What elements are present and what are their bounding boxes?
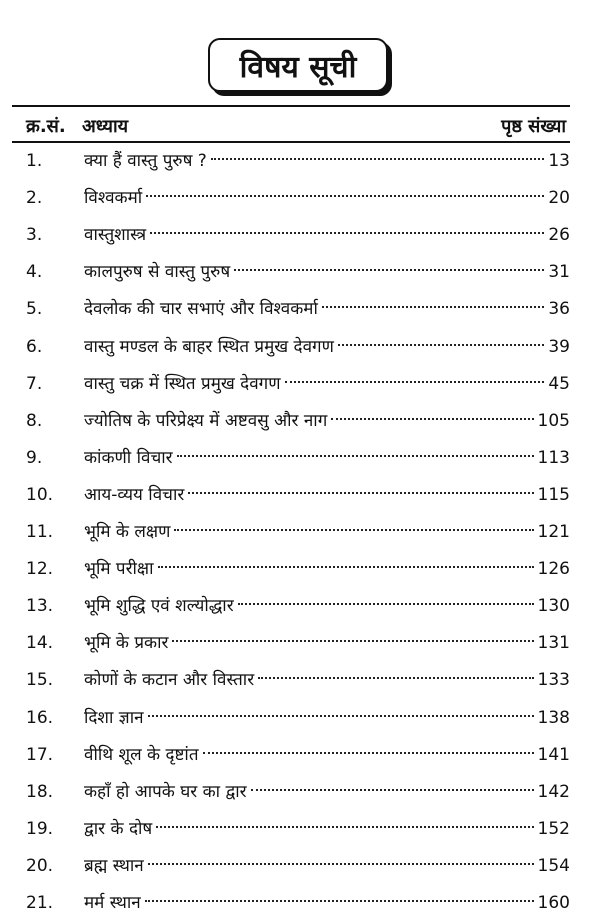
- dot-leader: [234, 269, 544, 271]
- toc-row: [0, 331, 600, 364]
- toc-row: [0, 887, 600, 920]
- dot-leader: [203, 752, 534, 754]
- dot-leader: [251, 789, 534, 791]
- toc-row-chapter: ब्रह्म स्थान: [84, 855, 144, 876]
- toc-row-page: 13: [548, 151, 570, 171]
- toc-row: [0, 516, 600, 549]
- toc-row-entry: [84, 553, 570, 586]
- toc-row-entry: [84, 331, 570, 364]
- toc-row: [0, 442, 600, 475]
- toc-row-page: 39: [548, 336, 570, 357]
- toc-row-page: 126: [537, 559, 570, 580]
- toc-row-chapter: वीथि शूल के दृष्टांत: [84, 744, 199, 765]
- toc-row-entry: [84, 219, 570, 252]
- toc-row-chapter: वास्तुशास्त्र: [84, 225, 147, 246]
- toc-row-page: 105: [537, 410, 570, 431]
- toc-row-number: 17.: [26, 744, 54, 765]
- toc-row-entry: [84, 256, 570, 289]
- toc-row-chapter: ज्योतिष के परिप्रेक्ष्य में अष्टवसु और नाग: [84, 410, 328, 431]
- toc-row-number: 4.: [26, 262, 43, 283]
- header-bottom-rule: [12, 141, 570, 143]
- toc-row-page: 138: [537, 707, 570, 728]
- toc-row-number: 6.: [26, 336, 43, 357]
- toc-row-chapter: मर्म स्थान: [84, 893, 141, 913]
- toc-row-page: 130: [537, 596, 570, 617]
- dot-leader: [188, 492, 533, 494]
- chapter-header: अध्याय: [82, 116, 129, 137]
- toc-row-entry: [84, 182, 570, 215]
- toc-row-page: 45: [548, 373, 570, 394]
- toc-row-chapter: भूमि शुद्धि एवं शल्योद्धार: [84, 596, 234, 617]
- toc-row: [0, 145, 600, 178]
- toc-row-entry: [84, 776, 570, 809]
- page-header: पृष्ठ संख्या: [501, 116, 566, 137]
- toc-row-number: 5.: [26, 299, 43, 320]
- toc-row-chapter: कांकणी विचार: [84, 447, 173, 468]
- toc-row-number: 9.: [26, 447, 43, 468]
- toc-row: [0, 219, 600, 252]
- dot-leader: [174, 529, 533, 531]
- toc-row-page: 142: [537, 781, 570, 802]
- toc-row: [0, 627, 600, 660]
- toc-row-entry: [84, 813, 570, 846]
- toc-row-number: 21.: [26, 893, 54, 913]
- toc-row-chapter: कोणों के कटान और विस्तार: [84, 670, 255, 691]
- toc-row-number: 10.: [26, 484, 54, 505]
- toc-row-page: 36: [548, 299, 570, 320]
- toc-row: [0, 590, 600, 623]
- toc-row-number: 11.: [26, 522, 54, 542]
- toc-row: [0, 702, 600, 735]
- toc-row: [0, 182, 600, 215]
- toc-row-entry: [84, 590, 570, 623]
- toc-row-entry: [84, 516, 570, 549]
- toc-row-number: 19.: [26, 818, 54, 839]
- toc-row-entry: [84, 627, 570, 660]
- toc-row-page: 113: [537, 447, 570, 468]
- dot-leader: [331, 418, 533, 420]
- toc-row-chapter: दिशा ज्ञान: [84, 707, 144, 728]
- dot-leader: [238, 603, 534, 605]
- toc-row-page: 121: [537, 522, 570, 542]
- dot-leader: [158, 566, 534, 568]
- dot-leader: [150, 232, 544, 234]
- toc-row-chapter: भूमि के प्रकार: [84, 633, 169, 654]
- toc-row-entry: [84, 887, 570, 920]
- toc-row-entry: [84, 368, 570, 401]
- toc-row-page: 115: [537, 484, 570, 505]
- toc-row-entry: [84, 479, 570, 512]
- toc-row-page: 133: [537, 670, 570, 691]
- toc-row-number: 3.: [26, 225, 43, 246]
- dot-leader: [258, 677, 533, 679]
- toc-header: [12, 112, 570, 140]
- toc-row-number: 8.: [26, 410, 43, 431]
- dot-leader: [211, 158, 545, 160]
- toc-row: [0, 405, 600, 438]
- toc-row-chapter: वास्तु मण्डल के बाहर स्थित प्रमुख देवगण: [84, 336, 334, 357]
- toc-row-page: 131: [537, 633, 570, 654]
- toc-row-number: 20.: [26, 855, 54, 876]
- toc-row-page: 20: [548, 188, 570, 209]
- toc-row-page: 26: [548, 225, 570, 246]
- toc-row-chapter: कालपुरुष से वास्तु पुरुष: [84, 262, 231, 283]
- toc-row-entry: [84, 405, 570, 438]
- toc-row-page: 141: [537, 744, 570, 765]
- toc-row: [0, 664, 600, 697]
- toc-row-page: 31: [548, 262, 570, 283]
- toc-row-entry: [84, 850, 570, 883]
- toc-row-number: 15.: [26, 670, 54, 691]
- toc-row-chapter: देवलोक की चार सभाएं और विश्वकर्मा: [84, 299, 318, 320]
- toc-row-chapter: वास्तु चक्र में स्थित प्रमुख देवगण: [84, 373, 281, 394]
- toc-row: [0, 368, 600, 401]
- toc-row-chapter: विश्वकर्मा: [84, 188, 143, 209]
- toc-row-number: 12.: [26, 559, 54, 580]
- toc-row-number: 1.: [26, 151, 43, 171]
- toc-row-number: 16.: [26, 707, 54, 728]
- header-top-rule: [12, 105, 570, 107]
- toc-title: विषय सूची: [208, 38, 388, 92]
- toc-row: [0, 813, 600, 846]
- toc-row-number: 18.: [26, 781, 54, 802]
- toc-row-page: 152: [537, 818, 570, 839]
- toc-row-chapter: कहाँ हो आपके घर का द्वार: [84, 781, 247, 802]
- toc-row-page: 160: [537, 893, 570, 913]
- toc-row-entry: [84, 739, 570, 772]
- toc-row-chapter: भूमि के लक्षण: [84, 522, 171, 542]
- toc-row-entry: [84, 702, 570, 735]
- dot-leader: [177, 455, 534, 457]
- toc-row-chapter: क्या हैं वास्तु पुरुष ?: [84, 151, 207, 171]
- dot-leader: [148, 863, 534, 865]
- toc-row: [0, 850, 600, 883]
- toc-row: [0, 256, 600, 289]
- toc-row-entry: [84, 442, 570, 475]
- toc-row: [0, 293, 600, 326]
- toc-row: [0, 479, 600, 512]
- serial-header: क्र.सं.: [26, 116, 66, 137]
- toc-row: [0, 739, 600, 772]
- toc-row-number: 13.: [26, 596, 54, 617]
- toc-row: [0, 553, 600, 586]
- dot-leader: [148, 715, 534, 717]
- toc-row-chapter: आय-व्यय विचार: [84, 484, 185, 505]
- dot-leader: [172, 640, 533, 642]
- dot-leader: [338, 344, 544, 346]
- toc-row-entry: [84, 145, 570, 178]
- toc-row-number: 2.: [26, 188, 43, 209]
- toc-row: [0, 776, 600, 809]
- dot-leader: [285, 381, 545, 383]
- toc-row-entry: [84, 664, 570, 697]
- toc-row-number: 7.: [26, 373, 43, 394]
- dot-leader: [322, 306, 545, 308]
- toc-row-chapter: द्वार के दोष: [84, 818, 153, 839]
- dot-leader: [146, 195, 544, 197]
- dot-leader: [145, 900, 534, 902]
- toc-row-entry: [84, 293, 570, 326]
- dot-leader: [156, 826, 533, 828]
- toc-row-page: 154: [537, 855, 570, 876]
- toc-row-number: 14.: [26, 633, 54, 654]
- toc-row-chapter: भूमि परीक्षा: [84, 559, 154, 580]
